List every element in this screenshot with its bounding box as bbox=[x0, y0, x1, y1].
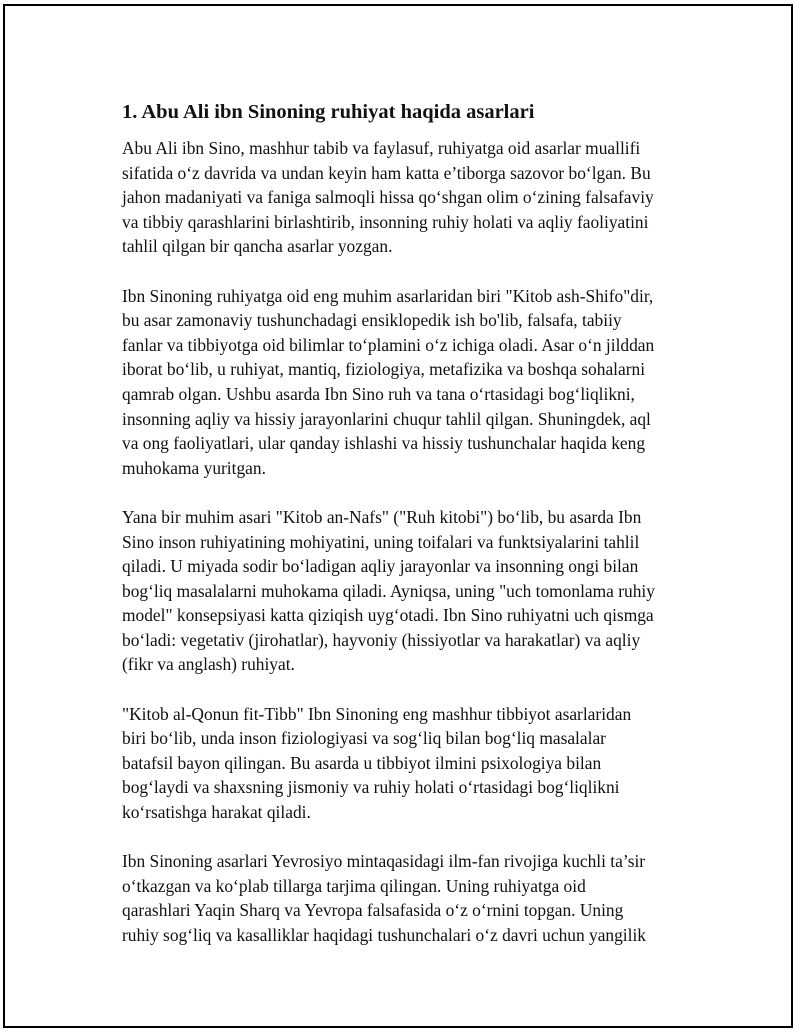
text-line: bo‘ladi: vegetativ (jirohatlar), hayvoniy (hissiyotlar va harakatlar) va aqliy bbox=[122, 629, 641, 650]
text-line: Ibn Sinoning asarlari Yevrosiyo mintaqasidagi ilm-fan rivojiga kuchli ta’sir bbox=[122, 851, 646, 872]
page-frame bbox=[3, 4, 793, 1028]
paragraph-4 bbox=[122, 702, 692, 825]
document-body bbox=[122, 98, 692, 972]
paragraph-1 bbox=[122, 136, 692, 259]
text-line: muhokama yuritgan. bbox=[122, 457, 266, 478]
text-line: iborat bo‘lib, u ruhiyat, mantiq, fiziologiya, metafizika va boshqa sohalarni bbox=[122, 359, 646, 380]
section-heading: 1. Abu Ali ibn Sinoning ruhiyat haqida asarlari bbox=[122, 101, 535, 123]
text-line: bog‘laydi va shaxsning jismoniy va ruhiy holati o‘rtasidagi bog‘liqlikni bbox=[122, 777, 620, 798]
paragraph-3 bbox=[122, 505, 692, 677]
text-line: bu asar zamonaviy tushunchadagi ensiklopedik ish bo'lib, falsafa, tabiiy bbox=[122, 310, 622, 331]
text-line: va ong faoliyatlari, ular qanday ishlashi va hissiy tushunchalar haqida keng bbox=[122, 433, 646, 454]
text-line: bog‘liq masalalarni muhokama qiladi. Ayniqsa, uning "uch tomonlama ruhiy bbox=[122, 580, 655, 601]
text-line: tahlil qilgan bir qancha asarlar yozgan. bbox=[122, 236, 393, 257]
text-line: fanlar va tibbiyotga oid bilimlar to‘plamini o‘z ichiga oladi. Asar o‘n jilddan bbox=[122, 334, 655, 355]
text-line: "Kitob al-Qonun fit-Tibb" Ibn Sinoning eng mashhur tibbiyot asarlaridan bbox=[122, 703, 632, 724]
text-line: batafsil bayon qilingan. Bu asarda u tibbiyot ilmini psixologiya bilan bbox=[122, 752, 602, 773]
text-line: biri bo‘lib, unda inson fiziologiyasi va sog‘liq bilan bog‘liq masalalar bbox=[122, 728, 606, 749]
text-line: qamrab olgan. Ushbu asarda Ibn Sino ruh va tana o‘rtasidagi bog‘liqlikni, bbox=[122, 383, 635, 404]
text-line: model" konsepsiyasi katta qiziqish uyg‘otadi. Ibn Sino ruhiyatni uch qismga bbox=[122, 605, 654, 626]
text-line: (fikr va anglash) ruhiyat. bbox=[122, 654, 295, 675]
text-line: Abu Ali ibn Sino, mashhur tabib va faylasuf, ruhiyatga oid asarlar muallifi bbox=[122, 138, 641, 158]
text-line: qiladi. U miyada sodir bo‘ladigan aqliy jarayonlar va insonning ongi bilan bbox=[122, 556, 639, 577]
text-line: ko‘rsatishga harakat qiladi. bbox=[122, 802, 311, 823]
text-line: va tibbiy qarashlarini birlashtirib, insonning ruhiy holati va aqliy faoliyatini bbox=[122, 211, 649, 232]
text-line: Ibn Sinoning ruhiyatga oid eng muhim asarlaridan biri "Kitob ash-Shifo"dir, bbox=[122, 285, 654, 306]
text-line: sifatida o‘z davrida va undan keyin ham katta e’tiborga sazovor bo‘lgan. Bu bbox=[122, 162, 651, 183]
text-line: insonning aqliy va hissiy jarayonlarini chuqur tahlil qilgan. Shuningdek, aql bbox=[122, 408, 651, 429]
paragraph-2 bbox=[122, 284, 692, 481]
paragraph-5 bbox=[122, 849, 692, 947]
text-line: Sino inson ruhiyatining mohiyatini, uning toifalari va funktsiyalarini tahlil bbox=[122, 531, 640, 552]
text-line: jahon madaniyati va faniga salmoqli hissa qo‘shgan olim o‘zining falsafaviy bbox=[122, 187, 654, 208]
text-line: ruhiy sog‘liq va kasalliklar haqidagi tushunchalari o‘z davri uchun yangilik bbox=[122, 925, 646, 945]
text-line: o‘tkazgan va ko‘plab tillarga tarjima qilingan. Uning ruhiyatga oid bbox=[122, 875, 586, 896]
text-line: Yana bir muhim asari "Kitob an-Nafs" ("Ruh kitobi") bo‘lib, bu asarda Ibn bbox=[122, 506, 642, 527]
text-line: qarashlari Yaqin Sharq va Yevropa falsafasida o‘z o‘rnini topgan. Uning bbox=[122, 900, 624, 921]
